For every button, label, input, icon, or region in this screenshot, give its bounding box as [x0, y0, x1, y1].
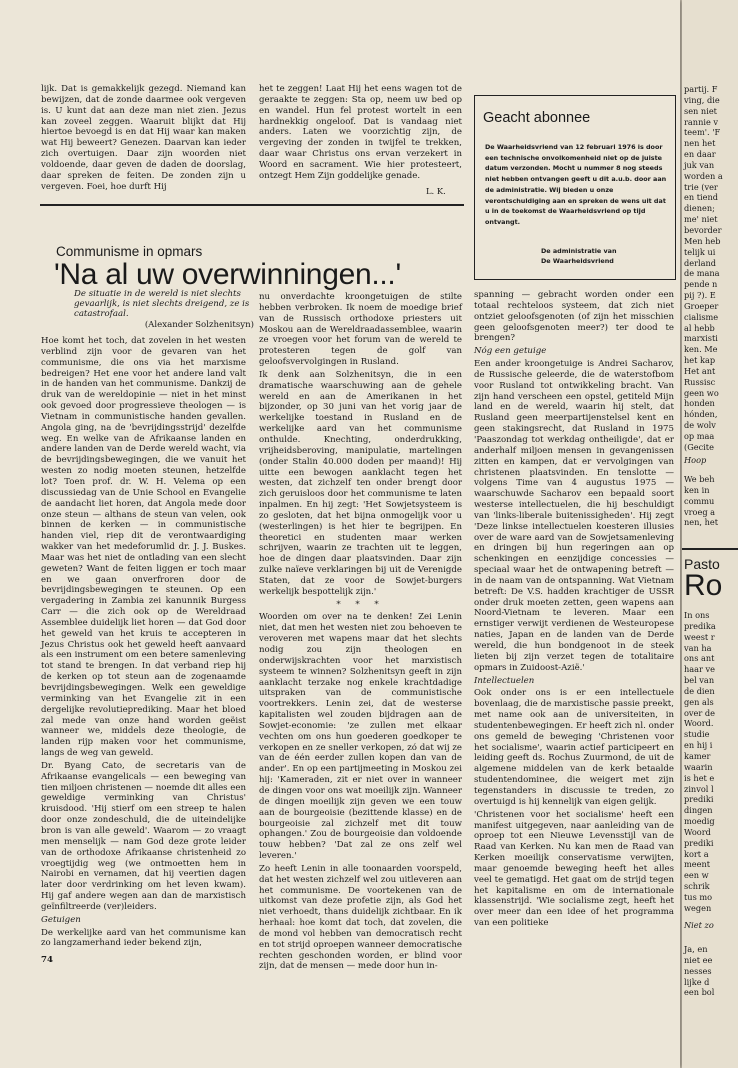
next-page-line: bevorder — [684, 224, 722, 235]
next-page-line: honden — [684, 398, 715, 409]
next-page-line: gen als — [684, 696, 714, 707]
next-page-line: kamer — [684, 750, 711, 761]
next-page-line: de wolv — [684, 420, 716, 431]
next-page-line: dingen — [684, 805, 713, 816]
next-page-line: telijk ui — [684, 246, 716, 257]
intro-column-1: lijk. Dat is gemakkelijk gezegd. Niemand kan bewijzen, dat de zonde daarmee ook vergeven is. U kunt dat aan deze man niet zien. Jezus kan zoveel zeggen. Waaruit blijkt dat Hij hiertoe bevoegd is en dat Hij waar kan maken wat Hij beweert? Genezen. Daarvan kan ieder zich overtuigen. Daar zijn woorden niet voldoende, daar geven de daden de doorslag, daar spreken de feiten. De zonden zijn u vergeven. Foei, hoe durft Hij — [41, 84, 246, 192]
next-page-line: ving, die — [684, 94, 720, 105]
article-motto — [74, 289, 254, 330]
subscriber-notice — [474, 95, 676, 280]
next-page-column-end — [684, 944, 714, 998]
next-page-line: derland — [684, 257, 717, 268]
motto-quote: De situatie in de wereld is niet slechts gevaarlijk, is niet slechts dreigend, ze is catastrofaal. — [74, 289, 250, 320]
article-column-2 — [259, 292, 462, 974]
next-page-line: Ja, en — [684, 944, 708, 954]
notice-title: Geacht abonnee — [483, 110, 591, 126]
next-page-line: predika — [684, 620, 716, 631]
paragraph: Ook onder ons is er een intellectuele bovenlaag, die de marxistische passie preekt, met name ook aan de universiteiten, in studentenbewegingen. Er heeft zich nl. onder ons gemeld de beweging 'Christenen voor het socialisme', waarin actief participeert en leiding geeft ds. Rochus Zuurmond, de uit de algemene middelen van de kerk betaalde studentendominee, die weigert met zijn tegenstanders in discussie te treden, zo overtuigd is hij kennelijk van eigen gelijk. — [474, 688, 674, 807]
paragraph: Dr. Byang Cato, de secretaris van de Afrikaanse evangelicals — een beweging van tien miljoen christenen — noemde dit alles een geweldige verminking van Christus' kruisdood. 'Hij stierf om een streep te halen door onze zondeschuld, die de uiteindelijke bron is van alle geweld'. Waarom — zo vraagt men menselijk — nam God deze grote leider van de orthodoxe Afrikaanse christenheid zo vroegtijdig weg (we ontmoetten hem in Nairobi en vernamen, dat hij veertien dagen later door verdrinking om het leven kwam). Hij gaf andere wegen aan dan de marxistisch geïnfiltreerde (ver)leiders. — [41, 760, 247, 912]
paragraph: nu onverdachte kroongetuigen de stilte hebben verbroken. Ik noem de moedige brief van de Russisch orthodoxe priesters uit Moskou aan de Wereldraadassemblee, waarin ze vroegen voor het forum van de wereld te protesteren tegen de golf van geloofsvervolgingen in Rusland. — [259, 292, 462, 368]
next-page-line: Men heb — [684, 235, 721, 246]
paragraph: Ik denk aan Solzhenitsyn, die in een dramatische waarschuwing aan de gehele wereld en aan de Amerikanen in het bijzonder, op 30 juni van het vorig jaar de werkelijke toestand in Rusland en de werkelijke aard van het communisme onthulde. Knechting, onderdrukking, vrijheidsberoving, manipulatie, martelingen (onder Stalin 40.000 doden per maand)! Hij uitte een bewogen aanklacht tegen het westen, dat zichzelf ten onder brengt door zich geruisloos door het communisme te laten inpalmen. En hij zegt: 'Het Sowjetsysteem is zo gesloten, dat het bijna onmogelijk voor u (westerlingen) is het hier te begrijpen. En theoretici en studenten maar werken schrijven, waarin ze trachten uit te leggen, hoe de dingen daar plaatsvinden. Daar zijn zulke naïeve verklaringen bij uit de Verenigde Staten, dat ze voor de Sowjet-burgers werkelijk bespottelijk zijn.' — [259, 369, 462, 597]
next-page-line: kort a — [684, 848, 709, 859]
next-page-line: meent — [684, 859, 711, 870]
page-right-partial — [682, 0, 738, 1068]
next-page-line: teem'. 'F — [684, 127, 721, 138]
next-page-line: partij. F — [684, 84, 718, 94]
next-page-line: Woord. — [684, 718, 714, 729]
article-column-3 — [474, 290, 674, 931]
next-page-line: commu — [684, 495, 715, 506]
paragraph: Een ander kroongetuige is Andrei Sacharov, de Russische geleerde, die de waterstofbom voor Rusland tot ontwikkeling bracht. Van zijn hand verscheen een opstel, getiteld Mijn land en de wereld, waarin hij stelt, dat Rusland geen meerpartijenstelsel kent en geen stakingsrecht, dat Rusland in 1975 'Paaszondag tot werkdag ontheiligde', dat er anderhalf miljoen mensen in gevangenissen zitten en kampen, dat er vervolgingen van christenen plaatsvinden. En tenslotte — volgens Time van 4 augustus 1975 — waarschuwde Sacharov een bepaald soort westerse intellectuelen, die hij beschuldigt van 'links-liberale buitenissigheden'. Hij zegt 'Deze linkse intellectuelen koesteren illusies over de ware aard van de Sowjetsamenleving en dringen bij hun regeringen aan op schenkingen en eenzijdige concessies — speciaal waar het de ontwapening betreft — in de naam van de ontspanning. Wat Vietnam betreft: De V.S. hadden krachtiger de USSR onder druk moeten zetten, geen wapens aan Noord-Vietnam te leveren. Maar een ernstiger verwijt verdienen de Westeuropese naties, Japan en de landen van de Derde wereld, die hun bondgenoot in de steek lieten bij zijn verzet tegen de totalitaire opmars in Zuidoost-Azië.' — [474, 359, 674, 673]
article-headline: 'Na al uw overwinningen...' — [54, 258, 401, 291]
next-page-line: vroeg a — [684, 506, 716, 517]
next-page-line: al hebb — [684, 322, 715, 333]
next-page-line: geen wo — [684, 387, 719, 398]
notice-signature-line-1: De administratie van — [541, 247, 617, 255]
next-page-line: Het ant — [684, 365, 716, 376]
next-page-line: We beh — [684, 474, 715, 484]
intro-column-2: het te zeggen! Laat Hij het eens wagen tot de geraakte te zeggen: Sta op, neem uw bed op en wandel. Hun fel protest wortelt in een hardnekkig ongeloof. Dat is vandaag niet anders. Laten we voorzichtig zijn, de vergeving der zonden in twijfel te trekken, daar waar Christus ons ervan verzekert in Woord en sacrament. Wie hier protesteert, ontzegt Hem Zijn goddelijke genade. — [259, 84, 462, 181]
next-page-line: hónden, — [684, 409, 718, 420]
section-break-stars: * * * — [336, 599, 385, 610]
paragraph: Hoe komt het toch, dat zovelen in het westen verblind zijn voor de gevaren van het communisme, die ons via het marxisme bedreigen? Het ene voor het andere land valt in de handen van het communisme. Dankzij de druk van de wereldopinie — niet in het minst ook gevoed door progressieve theologen — is Vietnam in communistische handen gevallen. Angola ging, na de 'bevrijdingsstrijd' dezelfde weg. En welke van de Afrikaanse landen en andere landen van de Derde wereld wacht, via de bevrijdingsbewegingen, die we vanuit het westen zo nodig moeten steunen, hetzelfde lot? Toen prof. dr. W. H. Velema op een discussiedag van de Unie School en Evangelie de aandacht liet horen, dat Angola mede door onze steun — althans de steun van velen, ook binnen de kerken — in communistische handen viel, riep dit de verontwaardiging wakker van het medeforumlid dr. J. J. Buskes. Maar was het niet de ontlading van een slecht geweten? Want de feiten liggen er toch maar en we gaan onverfroren door de bevrijdingsbewegingen te steunen. Op een vergadering in Zambia zei kanunnik Burgess Carr — die zich ook op de Wereldraad Assemblee duidelijk liet horen — dat God door het geweld van het kruis te accepteren in Jezus Christus ook het geweld heeft aanvaard als een instrument om een betere samenleving tot stand te brengen. In dat verband riep hij de kerken op tot steun aan de zogenaamde bevrijdingsbewegingen. Welk een geweldige verminking van het Evangelie zit in een dergelijke revolutieprediking. Maar het bloed zal mede van onze hand worden geëist wanneer we, middels deze theologie, de landen rijp maken voor het communisme, langs de weg van geweld. — [41, 336, 246, 759]
next-page-line: pende n — [684, 279, 718, 290]
next-page-line: waarin — [684, 761, 713, 772]
next-page-line: ken in — [684, 484, 710, 495]
next-page-subheading-hoop: Hoop — [684, 455, 707, 465]
next-page-line: studie — [684, 729, 710, 740]
next-page-line: van ha — [684, 642, 712, 653]
intro-signature: L. K. — [426, 186, 446, 196]
subheading-intellectuelen: Intellectuelen — [474, 675, 535, 686]
next-page-line: het kap — [684, 355, 716, 366]
next-page-line: nesses — [684, 965, 712, 976]
top-divider — [40, 204, 464, 206]
paragraph: 'Christenen voor het socialisme' heeft een manifest uitgegeven, naar aanleiding van de oproep tot een Nieuwe Levensstijl van de Raad van Kerken. Nu kan men de Raad van Kerken moeilijk conservatisme verwijten, maar genoemde beweging heeft het alles veel te gematigd. Het gaat om de strijd tegen het kapitalisme en om de internationale klassenstrijd. 'Wie socialisme zegt, heeft het over meer dan een idee of het programma van een politieke — [474, 809, 674, 929]
paragraph: De werkelijke aard van het communisme kan zo langzamerhand ieder bekend zijn, — [41, 927, 246, 949]
next-page-divider — [682, 548, 738, 550]
next-page-line: ons ant — [684, 653, 715, 664]
next-page-kicker: Pasto — [684, 556, 720, 572]
next-page-line: een bol — [684, 987, 715, 998]
next-page-line: en hij i — [684, 740, 713, 751]
next-page-line: prediki — [684, 794, 714, 805]
next-page-line: over de — [684, 707, 716, 718]
next-page-line: dienen; — [684, 203, 715, 214]
next-page-line: schrik — [684, 881, 710, 892]
next-page-line: Groeper — [684, 300, 719, 311]
next-page-line: op maa — [684, 431, 715, 441]
next-page-line: zinvol l — [684, 783, 714, 794]
page-number: 74 — [41, 955, 53, 965]
next-page-line: en tiend — [684, 192, 718, 203]
subheading-nog-een-getuige: Nóg een getuige — [474, 346, 547, 357]
next-page-line: de mana — [684, 268, 720, 279]
next-page-line: me' niet — [684, 214, 718, 225]
notice-text: De Waarheidsvriend van 12 februari 1976 is door een technische onvolkomenheid niet op de juiste datum verzonden. Mocht u nummer 8 nog steeds niet hebben ontvangen geeft u dit a.u.b. door aan de administratie. Wij bieden u onze verontschuldiging aan en spreken de wens uit dat u in de toekomst de Waarheidsvriend op tijd ontvangt. — [485, 143, 667, 226]
next-page-line: rannie v — [684, 116, 719, 127]
next-page-line: ken. Me — [684, 344, 718, 355]
next-page-line: lijke d — [684, 976, 710, 987]
next-page-line: haar ve — [684, 664, 716, 675]
next-page-column-bottom — [684, 610, 716, 914]
next-page-line: de dien — [684, 685, 715, 696]
next-page-line: trie (ver — [684, 181, 718, 192]
next-page-line: moedig — [684, 816, 715, 827]
next-page-line: weest r — [684, 631, 715, 642]
notice-signature-line-2: De Waarheidsvriend — [541, 257, 614, 265]
next-page-line: niet ee — [684, 954, 713, 965]
next-page-line: (Gecite — [684, 441, 714, 452]
next-page-headline: Ro — [684, 569, 723, 602]
article-column-1 — [41, 336, 246, 951]
paragraph: Zo heeft Lenin in alle toonaarden voorspeld, dat het westen zichzelf wel zou uitleveren aan het communisme. De voortekenen van de uitkomst van deze profetie zijn, als God het niet verhoedt, thans duidelijk zichtbaar. En ik herhaal: hoe komt dat toch, dat zovelen, die de mond vol hebben van democratisch recht en tot strijd oproepen wanneer democratische rechten geschonden worden, er blind voor zijn, dat de mensen — mede door hun in- — [259, 863, 462, 972]
notice-signature — [541, 246, 617, 266]
next-page-line: Woord — [684, 826, 711, 837]
subheading-getuigen: Getuigen — [41, 914, 81, 925]
next-page-line: en daar — [684, 149, 716, 160]
paragraph: spanning — gebracht worden onder een totaal rechteloos systeem, dat zich niet ontziet geloofsgenoten (of zijn het misschien geen geloofsgenoten meer?) ter dood te brengen? — [474, 290, 674, 344]
next-page-column-top — [684, 84, 723, 453]
next-page-line: prediki — [684, 837, 714, 848]
next-page-line: In ons — [684, 610, 710, 620]
next-page-line: is het e — [684, 772, 715, 783]
article-kicker: Communisme in opmars — [56, 244, 203, 259]
next-page-line: een w — [684, 870, 709, 881]
next-page-line: marxisti — [684, 333, 718, 344]
next-page-line: tus mo — [684, 891, 713, 902]
next-page-column-hoop — [684, 474, 718, 528]
next-page-line: pij ?). E — [684, 290, 716, 301]
paragraph: Woorden om over na te denken! Zei Lenin niet, dat men het westen niet zou behoeven te veroveren met wapens maar dat het slechts nodig zou zijn theologen en onderwijskrachten voor het marxistisch systeem te winnen? Solzhenitsyn geeft in zijn aanklacht terzake nog enkele krachtdadige uitspraken van de communistische voortrekkers. Lenin zei, dat de westerse kapitalisten wel zouden bijdragen aan de Sowjet-economie: 'ze zullen met elkaar vechten om ons hun goederen goedkoper te verkopen en ze sneller verkopen, zó dat wij ze van de één eerder zullen kopen dan van de ander'. En op een partijmeeting in Moskou zei hij: 'Kameraden, zit er niet over in wanneer de dingen voor ons wat moeilijk zijn. Wanneer de dingen moeilijk zijn geven we een touw aan de bourgeoisie (bezittende klasse) en de bourgeoisie zal zichzelf met dit touw ophangen.' Zou de bourgeoisie dan voldoende touw hebben? 'Dat zal ze ons zelf wel leveren.' — [259, 612, 462, 862]
next-page-subheading-niet-zo: Niet zo — [684, 920, 714, 930]
next-page-line: sen niet — [684, 105, 717, 116]
next-page-line: nen, het — [684, 517, 719, 528]
next-page-line: cialisme — [684, 311, 719, 322]
next-page-line: wegen — [684, 902, 712, 913]
next-page-line: nen het — [684, 138, 716, 149]
next-page-line: bel van — [684, 675, 715, 686]
next-page-line: juk van — [684, 159, 715, 170]
next-page-line: worden a — [684, 170, 723, 181]
next-page-line: Russisc — [684, 376, 716, 387]
motto-author: (Alexander Solzhenitsyn) — [144, 319, 254, 330]
